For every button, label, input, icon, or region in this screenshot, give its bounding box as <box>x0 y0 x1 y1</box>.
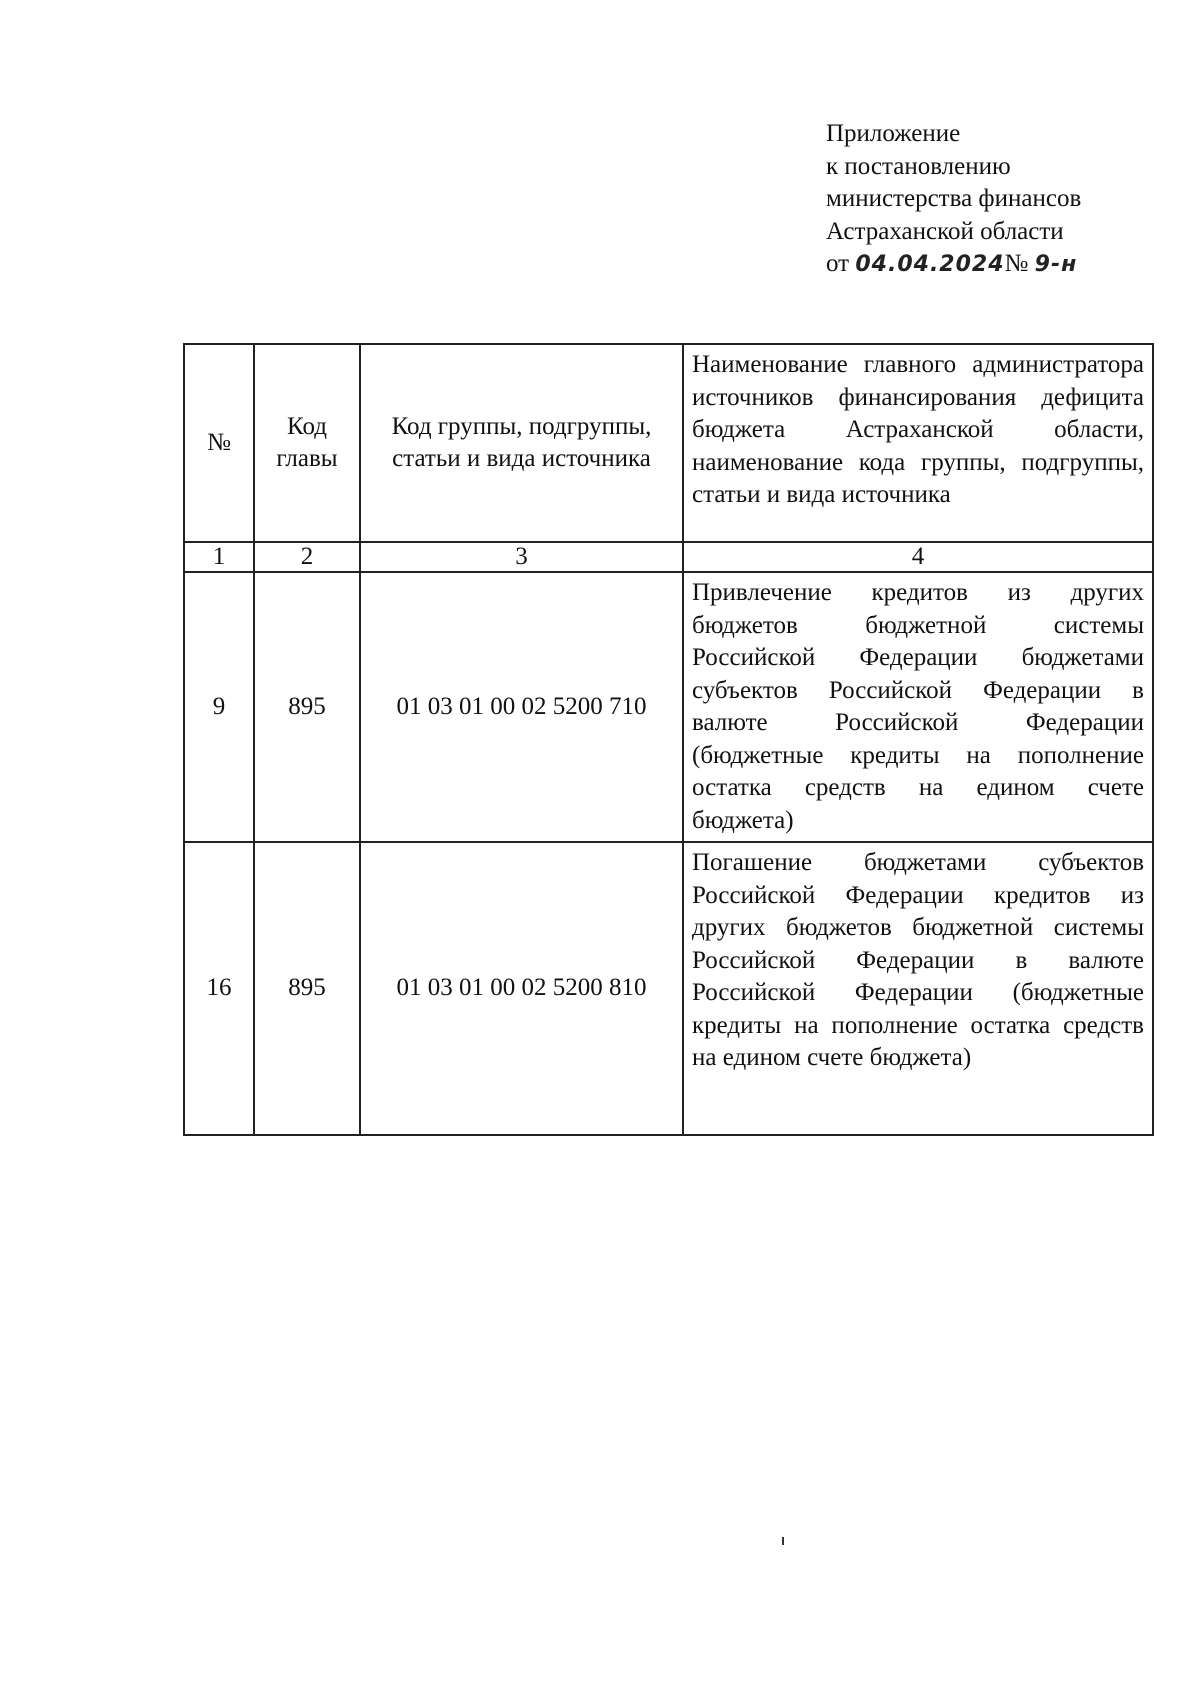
handwritten-number: 9-н <box>1034 252 1078 277</box>
appendix-date-line <box>826 248 1081 282</box>
table-header-row <box>184 344 1153 542</box>
date-prefix: от <box>826 250 850 277</box>
appendix-line: министерства финансов <box>826 185 1082 212</box>
appendix-line: Астраханской области <box>826 217 1064 245</box>
sources-table <box>183 343 1154 1136</box>
column-numbers-row <box>184 542 1153 572</box>
header-chapter-code: Код главы <box>254 344 360 542</box>
row-num: 16 <box>184 842 254 1135</box>
column-number: 3 <box>360 542 683 572</box>
row-name: Погашение бюджетами субъектов Российской Федерации кредитов из других бюджетов бюджетной системы Российской Федерации в валюте Российской Федерации (бюджетные кредиты на пополнение остатка средств на едином счете бюджета) <box>692 849 1144 1071</box>
appendix-line: к постановлению <box>826 152 1011 180</box>
scan-mark <box>782 1537 784 1545</box>
row-name: Привлечение кредитов из других бюджетов бюджетной системы Российской Федерации бюджетами субъектов Российской Федерации в валюте Российской Федерации (бюджетные кредиты на пополнение остатка средств на едином счете бюджета) <box>692 579 1144 834</box>
row-num: 9 <box>184 572 254 842</box>
column-number: 2 <box>254 542 360 572</box>
header-num: № <box>184 344 254 542</box>
row-chapter-code: 895 <box>254 572 360 842</box>
appendix-block <box>826 118 1081 282</box>
row-name-cell <box>683 842 1153 1135</box>
table-row <box>184 572 1153 842</box>
header-name <box>683 344 1153 542</box>
handwritten-date: 04.04.2024 <box>855 252 1005 277</box>
row-name-cell <box>683 572 1153 842</box>
column-number: 4 <box>683 542 1153 572</box>
row-group-code: 01 03 01 00 02 5200 710 <box>360 572 683 842</box>
column-number: 1 <box>184 542 254 572</box>
number-label: № <box>1004 250 1029 277</box>
row-chapter-code: 895 <box>254 842 360 1135</box>
header-group-code: Код группы, подгруппы, статьи и вида источника <box>360 344 683 542</box>
appendix-title: Приложение <box>826 120 961 147</box>
table-row <box>184 842 1153 1135</box>
header-name-text: Наименование главного администратора источников финансирования дефицита бюджета Астраханской области, наименование кода группы, подгруппы, статьи и вида источника <box>692 351 1144 508</box>
row-group-code: 01 03 01 00 02 5200 810 <box>360 842 683 1135</box>
